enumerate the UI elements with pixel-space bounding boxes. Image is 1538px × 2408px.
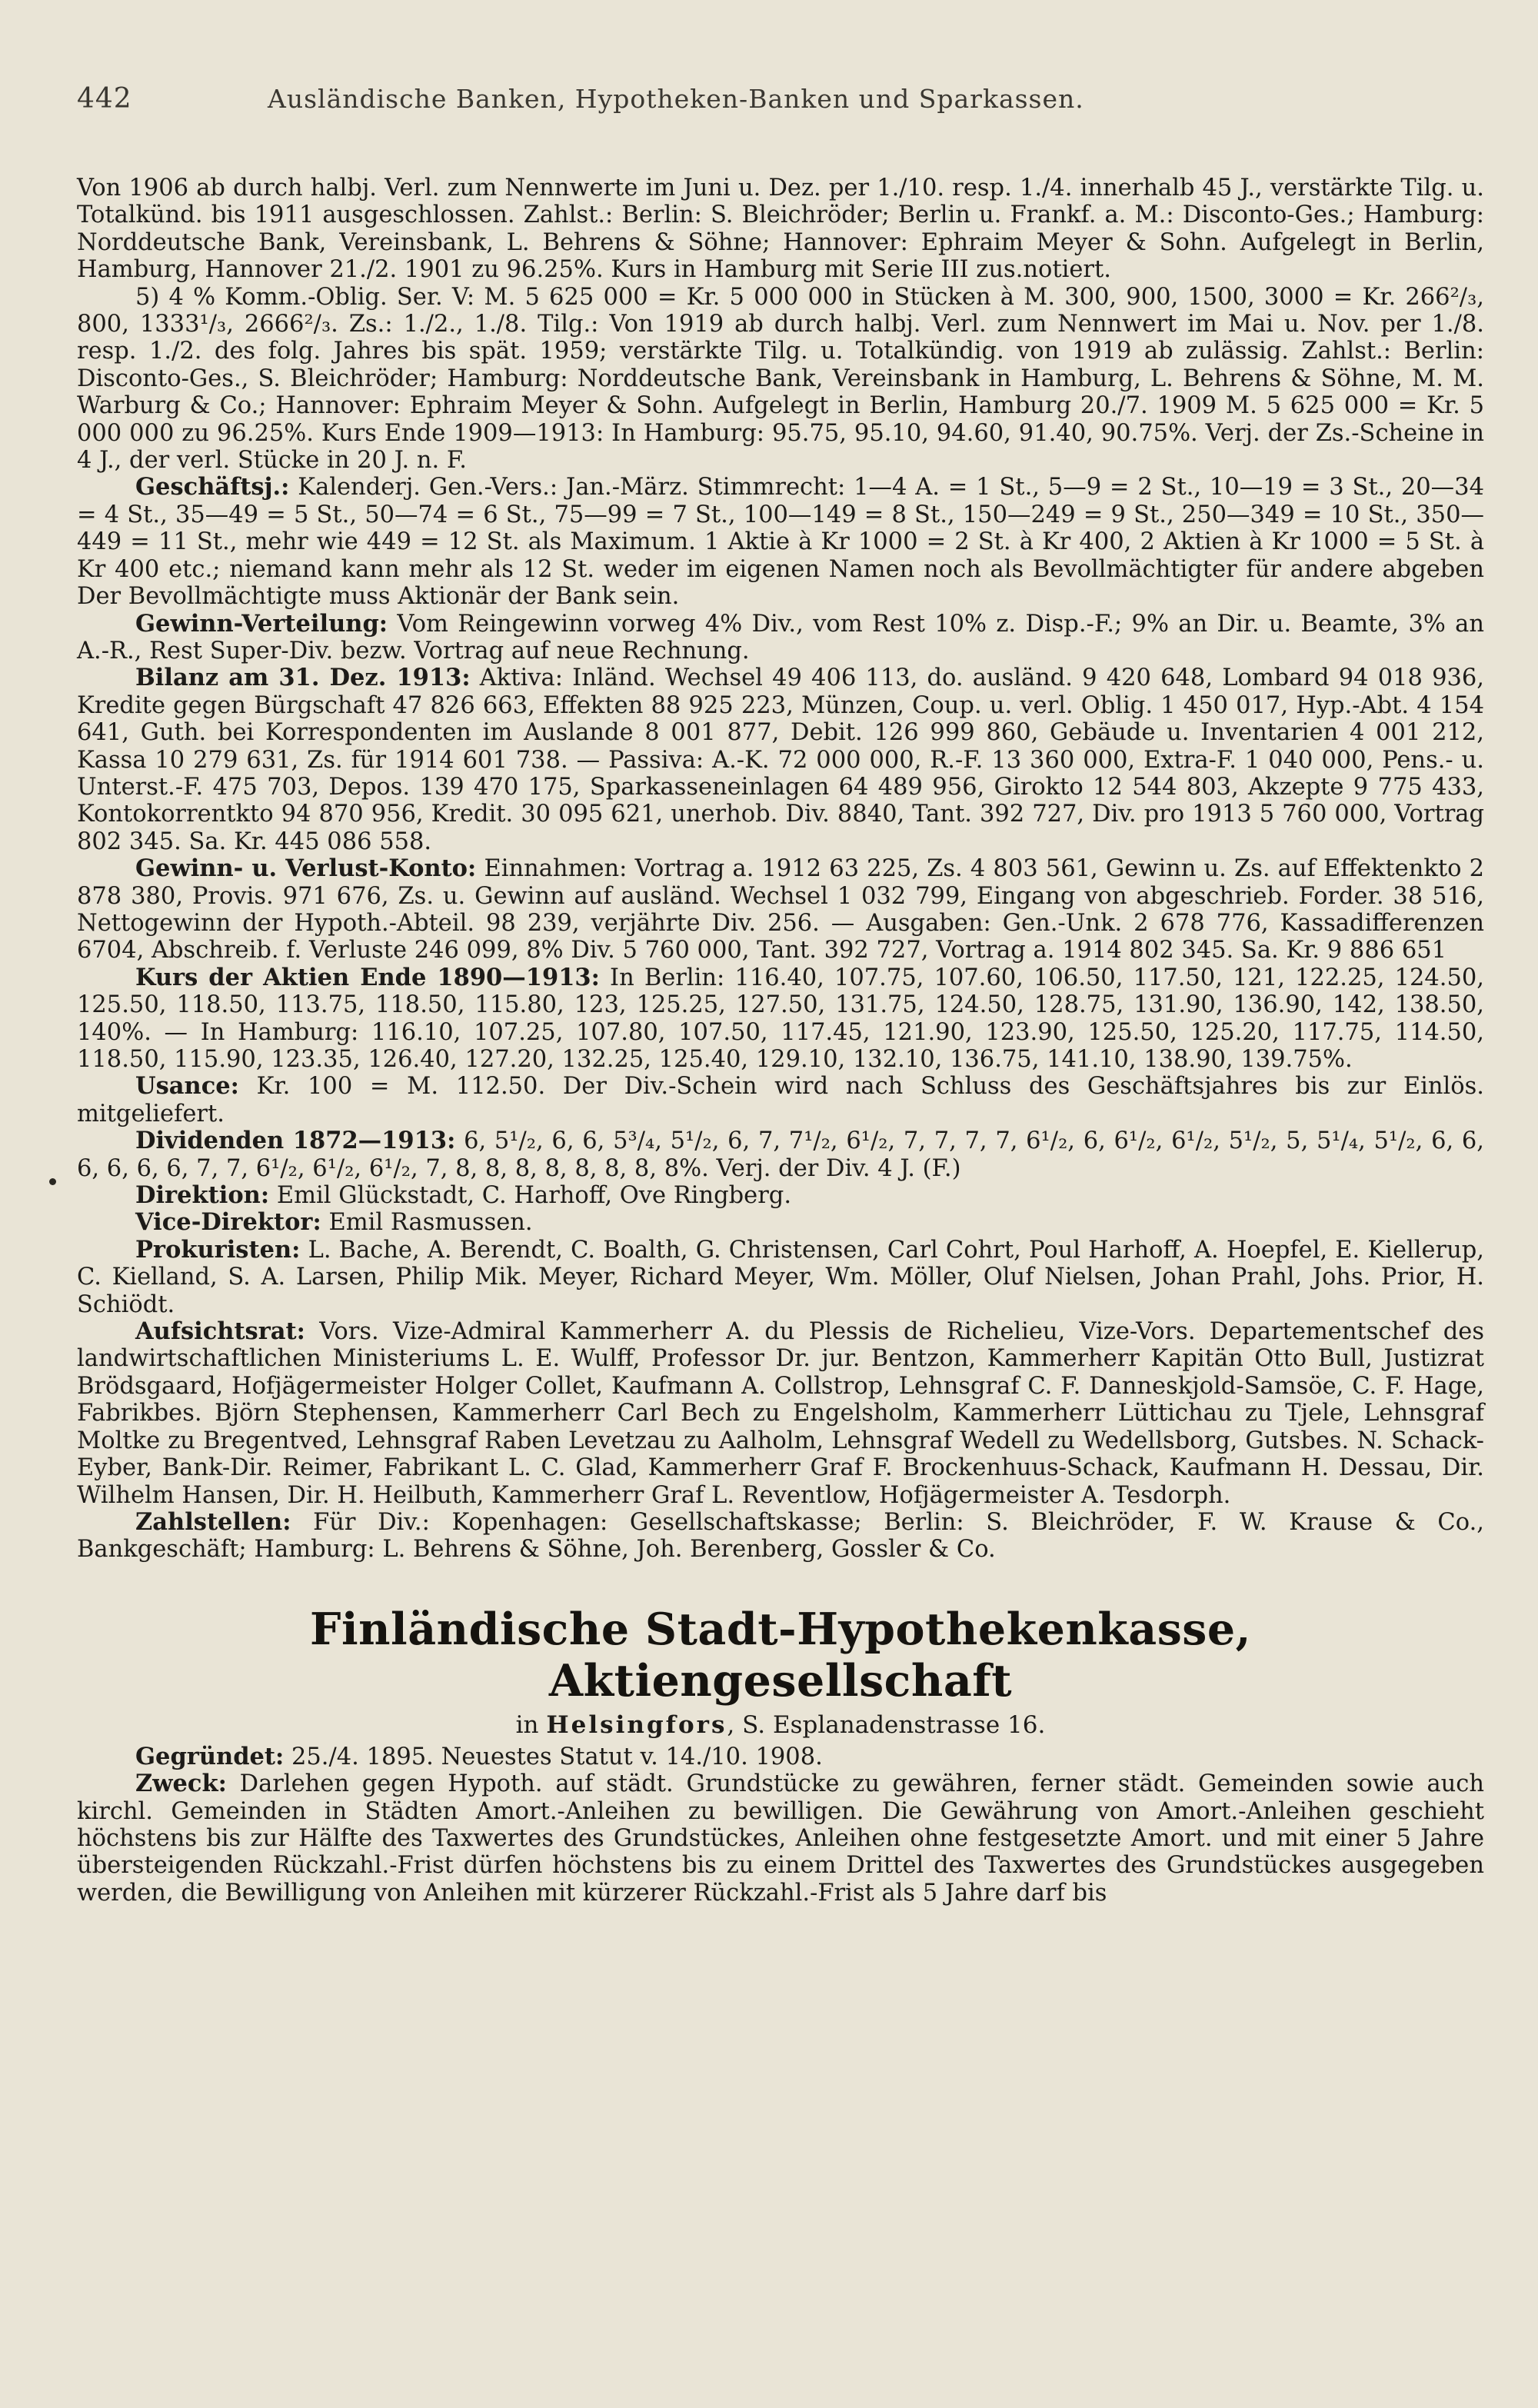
page-header <box>77 83 1484 115</box>
paragraph <box>77 284 1484 475</box>
paragraph-text: Von 1906 ab durch halbj. Verl. zum Nennwerte im Juni u. Dez. per 1./10. resp. 1./4. innerhalb 45 J., verstärkte Tilg. u. Totalkünd. bis 1911 ausgeschlossen. Zahlst.: Berlin: S. Bleichröder; Berlin u. Frankf. a. M.: Disconto-Ges.; Hamburg: Norddeutsche Bank, Vereinsbank, L. Behrens & Söhne; Hannover: Ephraim Meyer & Sohn. Aufgelegt in Berlin, Hamburg, Hannover 21./2. 1901 zu 96.25%. Kurs in Hamburg mit Serie III zus.notiert. <box>77 175 1484 284</box>
paragraph-label: Gewinn- u. Verlust-Konto: <box>135 854 477 883</box>
paragraph-label: Gewinn-Verteilung: <box>135 609 388 638</box>
paragraph-label: Geschäftsj.: <box>135 473 290 501</box>
margin-mark <box>49 1178 56 1185</box>
paragraph <box>77 1209 1484 1236</box>
paragraph-label: Bilanz am 31. Dez. 1913: <box>135 664 471 692</box>
paragraph <box>77 964 1484 1074</box>
paragraph-label: Dividenden 1872—1913: <box>135 1127 456 1155</box>
paragraph-label: Zahlstellen: <box>135 1507 291 1536</box>
paragraph-text: Aktiva: Inländ. Wechsel 49 406 113, do. ausländ. 9 420 648, Lombard 94 018 936, Kredite gegen Bürgschaft 47 826 663, Effekten 88 925 223, Münzen, Coup. u. verl. Oblig. 1 450 017, Hyp.-Abt. 4 154 641, Guth. bei Korrespondenten im Auslande 8 001 877, Debit. 126 999 860, Gebäude u. Inventarien 4 001 212, Kassa 10 279 631, Zs. für 1914 601 738. — Passiva: A.-K. 72 000 000, R.-F. 13 360 000, Extra-F. 1 040 000, Pens.- u. Unterst.-F. 475 703, Depos. 139 470 175, Sparkasseneinlagen 64 489 956, Girokto 12 544 803, Akzepte 9 775 433, Kontokorrentkto 94 870 956, Kredit. 30 095 621, unerhob. Div. 8840, Tant. 392 727, Div. pro 1913 5 760 000, Vortrag 802 345. Sa. Kr. 445 086 558. <box>77 664 1484 855</box>
location-prefix: in <box>515 1710 539 1739</box>
paragraph-text: Darlehen gegen Hypoth. auf städt. Grundstücke zu gewähren, ferner städt. Gemeinden sowie auch kirchl. Gemeinden in Städten Amort.-Anleihen zu bewilligen. Die Gewährung von Amort.-Anleihen geschieht höchstens bis zur Hälfte des Taxwertes des Grundstückes, Anleihen ohne festgesetzte Amort. und mit einer 5 Jahre übersteigenden Rückzahl.-Frist dürfen höchstens bis zu einem Drittel des Taxwertes des Grundstückes ausgegeben werden, die Bewilligung von Anleihen mit kürzerer Rückzahl.-Frist als 5 Jahre darf bis <box>77 1770 1484 1907</box>
paragraph <box>77 1509 1484 1564</box>
paragraph <box>77 1770 1484 1907</box>
paragraph <box>77 1237 1484 1318</box>
paragraph <box>77 1318 1484 1509</box>
paragraph-text: 5) 4 % Komm.-Oblig. Ser. V: M. 5 625 000 = Kr. 5 000 000 in Stücken à M. 300, 900, 1500, 3000 = Kr. 266²/₃, 800, 1333¹/₃, 2666²/₃. Zs.: 1./2., 1./8. Tilg.: Von 1919 ab durch halbj. Verl. zum Nennwert im Mai u. Nov. per 1./8. resp. 1./2. des folg. Jahres bis spät. 1959; verstärkte Tilg. u. Totalkündig. von 1919 ab zulässig. Zahlst.: Berlin: Disconto-Ges., S. Bleichröder; Hamburg: Norddeutsche Bank, Vereinsbank in Hamburg, L. Behrens & Söhne, M. M. Warburg & Co.; Hannover: Ephraim Meyer & Sohn. Aufgelegt in Berlin, Hamburg 20./7. 1909 M. 5 625 000 = Kr. 5 000 000 zu 96.25%. Kurs Ende 1909—1913: In Hamburg: 95.75, 95.10, 94.60, 91.40, 90.75%. Verj. der Zs.-Scheine in 4 J., der verl. Stücke in 20 J. n. F. <box>77 283 1484 475</box>
page-number: 442 <box>77 83 132 115</box>
paragraph-label: Aufsichtsrat: <box>135 1317 305 1346</box>
paragraph <box>77 1182 1484 1209</box>
paragraph-text: Für Div.: Kopenhagen: Gesellschaftskasse; Berlin: S. Bleichröder, F. W. Krause & Co., Bankgeschäft; Hamburg: L. Behrens & Söhne, Joh. Berenberg, Gossler & Co. <box>77 1508 1484 1564</box>
section-address: , S. Esplanadenstrasse 16. <box>727 1710 1046 1739</box>
paragraph-label: Prokuristen: <box>135 1235 301 1264</box>
section-city: Helsingfors <box>546 1710 727 1739</box>
section-text <box>77 1744 1484 1907</box>
paragraph-text: 6, 5¹/₂, 6, 6, 5³/₄, 5¹/₂, 6, 7, 7¹/₂, 6¹/₂, 7, 7, 7, 7, 6¹/₂, 6, 6¹/₂, 6¹/₂, 5¹/₂, 5, 5¹/₄, 5¹/₂, 6, 6, 6, 6, 6, 6, 7, 7, 6¹/₂, 6¹/₂, 6¹/₂, 7, 8, 8, 8, 8, 8, 8, 8, 8%. Verj. der Div. 4 J. (F.) <box>77 1127 1484 1182</box>
paragraph <box>77 855 1484 964</box>
paragraph <box>77 611 1484 665</box>
paragraph-label: Kurs der Aktien Ende 1890—1913: <box>135 963 600 991</box>
paragraph-text: L. Bache, A. Berendt, C. Boalth, G. Christensen, Carl Cohrt, Poul Harhoff, A. Hoepfel, E. Kiellerup, C. Kielland, S. A. Larsen, Philip Mik. Meyer, Richard Meyer, Wm. Möller, Oluf Nielsen, Johan Prahl, Johs. Prior, H. Schiödt. <box>77 1236 1484 1318</box>
paragraph-label: Zweck: <box>135 1770 227 1798</box>
paragraph-text: In Berlin: 116.40, 107.75, 107.60, 106.50, 117.50, 121, 122.25, 124.50, 125.50, 118.50, 113.75, 118.50, 115.80, 123, 125.25, 127.50, 131.75, 124.50, 128.75, 131.90, 136.90, 142, 138.50, 140%. — In Hamburg: 116.10, 107.25, 107.80, 107.50, 117.45, 121.90, 123.90, 125.50, 125.20, 117.75, 114.50, 118.50, 115.90, 123.35, 126.40, 127.20, 132.25, 125.40, 129.10, 132.10, 136.75, 141.10, 138.90, 139.75%. <box>77 964 1484 1073</box>
running-title: Ausländische Banken, Hypotheken-Banken und Sparkassen. <box>268 84 1084 114</box>
paragraph <box>77 1073 1484 1127</box>
paragraph-text: Kr. 100 = M. 112.50. Der Div.-Schein wird nach Schluss des Geschäftsjahres bis zur Einlös. mitgeliefert. <box>77 1073 1484 1127</box>
paragraph-text: Emil Rasmussen. <box>328 1209 533 1237</box>
paragraph-text: Emil Glückstadt, C. Harhoff, Ove Ringberg. <box>276 1182 792 1210</box>
section-title: Finländische Stadt-Hypothekenkasse, Aktiengesellschaft <box>309 1603 1252 1707</box>
main-text <box>77 175 1484 1564</box>
paragraph <box>77 1127 1484 1182</box>
section-location <box>77 1711 1484 1739</box>
paragraph <box>77 175 1484 284</box>
paragraph <box>77 474 1484 610</box>
paragraph-label: Gegründet: <box>135 1742 285 1770</box>
paragraph-text: Vom Reingewinn vorweg 4% Div., vom Rest 10% z. Disp.-F.; 9% an Dir. u. Beamte, 3% an A.-R., Rest Super-Div. bezw. Vortrag auf neue Rechnung. <box>77 610 1484 664</box>
paragraph-text: Einnahmen: Vortrag a. 1912 63 225, Zs. 4 803 561, Gewinn u. Zs. auf Effektenkto 2 878 380, Provis. 971 676, Zs. u. Gewinn auf ausländ. Wechsel 1 032 799, Eingang von abgeschrieb. Forder. 38 516, Nettogewinn der Hypoth.-Abteil. 98 239, verjährte Div. 256. — Ausgaben: Gen.-Unk. 2 678 776, Kassadifferenzen 6704, Abschreib. f. Verluste 246 099, 8% Div. 5 760 000, Tant. 392 727, Vortrag a. 1914 802 345. Sa. Kr. 9 886 651 <box>77 855 1484 964</box>
paragraph-label: Vice-Direktor: <box>135 1208 321 1237</box>
paragraph-text: Kalenderj. Gen.-Vers.: Jan.-März. Stimmrecht: 1—4 A. = 1 St., 5—9 = 2 St., 10—19 = 3 St., 20—34 = 4 St., 35—49 = 5 St., 50—74 = 6 St., 75—99 = 7 St., 100—149 = 8 St., 150—249 = 9 St., 250—349 = 10 St., 350—449 = 11 St., mehr wie 449 = 12 St. als Maximum. 1 Aktie à Kr 1000 = 2 St. à Kr 400, 2 Aktien à Kr 1000 = 5 St. à Kr 400 etc.; niemand kann mehr als 12 St. weder im eigenen Namen noch als Bevollmächtigter für andere abgeben Der Bevollmächtigte muss Aktionär der Bank sein. <box>77 474 1484 611</box>
paragraph <box>77 1744 1484 1770</box>
paragraph-label: Usance: <box>135 1072 239 1101</box>
paragraph-text: Vors. Vize-Admiral Kammerherr A. du Plessis de Richelieu, Vize-Vors. Departementschef des landwirtschaftlichen Ministeriums L. E. Wulff, Professor Dr. jur. Bentzon, Kammerherr Kapitän Otto Bull, Justizrat Brödsgaard, Hofjägermeister Holger Collet, Kaufmann A. Collstrop, Lehnsgraf C. F. Danneskjold-Samsöe, C. F. Hage, Fabrikbes. Björn Stephensen, Kammerherr Carl Bech zu Engelsholm, Kammerherr Lüttichau zu Tjele, Lehnsgraf Moltke zu Bregentved, Lehnsgraf Raben Levetzau zu Aalholm, Lehnsgraf Wedell zu Wedellsborg, Gutsbes. N. Schack-Eyber, Bank-Dir. Reimer, Fabrikant L. C. Glad, Kammerherr Graf F. Brockenhuus-Schack, Kaufmann H. Dessau, Dir. Wilhelm Hansen, Dir. H. Heilbuth, Kammerherr Graf L. Reventlow, Hofjägermeister A. Tesdorph. <box>77 1318 1484 1509</box>
paragraph-label: Direktion: <box>135 1181 270 1210</box>
paragraph <box>77 664 1484 855</box>
paragraph-text: 25./4. 1895. Neuestes Statut v. 14./10. 1908. <box>291 1743 823 1770</box>
